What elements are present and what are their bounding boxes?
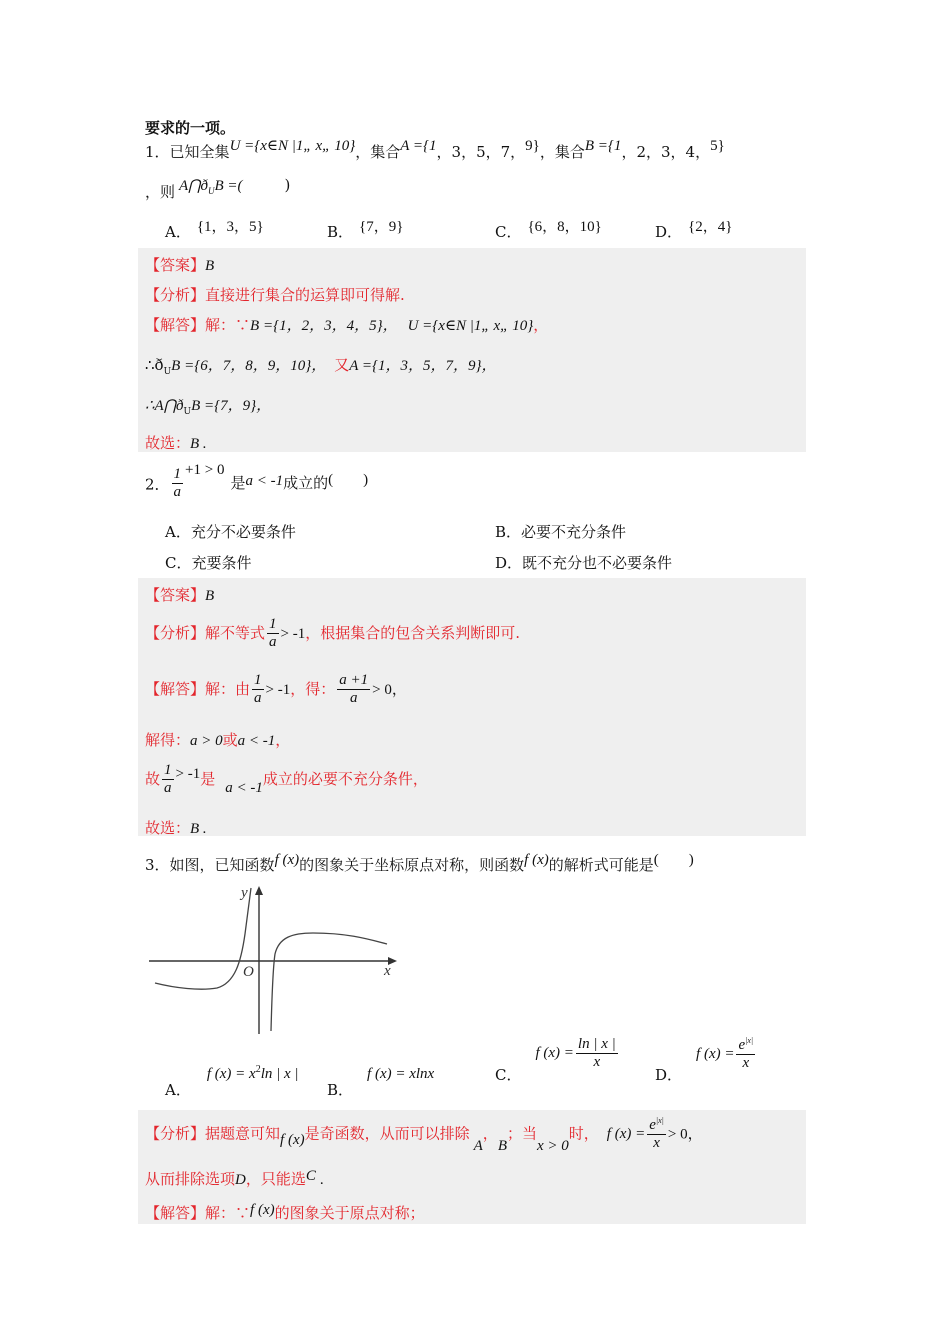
option-label: D． xyxy=(655,223,683,241)
answer-tag: 【答案】 xyxy=(145,586,206,604)
solution-math: B ={6，7，8，9，10}， xyxy=(171,358,327,374)
analysis-math: . xyxy=(319,1172,324,1188)
frac-den: a xyxy=(164,780,172,797)
analysis-math: f (x) = xyxy=(606,1126,646,1143)
q2-fraction xyxy=(172,466,184,502)
frac-num-sup: |x| xyxy=(745,1036,754,1045)
origin-label: O xyxy=(243,964,254,980)
q2-option-c[interactable] xyxy=(165,552,252,573)
q1-expr-sub: U xyxy=(207,186,215,196)
q1-set-a: A ={1 xyxy=(400,138,437,154)
frac xyxy=(736,1036,755,1073)
analysis-math: x > 0 xyxy=(537,1138,569,1155)
option-label: D． xyxy=(655,1066,683,1085)
choose-value: B . xyxy=(190,436,207,452)
q1-choose xyxy=(145,432,207,453)
q2-option-a[interactable] xyxy=(165,521,296,542)
q2-condition: a < -1 xyxy=(245,472,284,489)
q1-solution-line3 xyxy=(145,394,271,417)
q3-option-b[interactable] xyxy=(327,1062,435,1099)
q2-analysis xyxy=(145,616,520,652)
q2-stem xyxy=(145,461,369,502)
q1-set-a-end: 9} xyxy=(525,138,540,154)
option-label: C． xyxy=(495,1065,522,1084)
solution-text: 或 xyxy=(222,731,238,749)
solution-text: 又 xyxy=(334,356,350,374)
q3-analysis-line2 xyxy=(145,1168,324,1189)
analysis-text: ， xyxy=(482,1124,498,1143)
q3-fx: f (x) xyxy=(274,852,300,868)
solution-tag: 【解答】 xyxy=(145,1204,206,1222)
q3-function-graph xyxy=(145,882,415,1037)
frac xyxy=(162,762,174,798)
frac-num: 1 xyxy=(252,672,264,690)
frac-num: e xyxy=(738,1037,746,1053)
option-value: f (x) = xlnx xyxy=(367,1066,435,1082)
solution-text: ， xyxy=(275,731,291,749)
solution-math: > -1 xyxy=(175,765,201,782)
solution-math: a > 0 xyxy=(190,733,223,749)
solution-math: U ={x∈N |1„ x„ 10} xyxy=(407,318,534,334)
solution-math: A ={1，3，5，7，9}， xyxy=(349,358,497,374)
q3-fx: f (x) xyxy=(524,852,549,868)
analysis-text: 解不等式 xyxy=(205,623,266,642)
q1-answer xyxy=(145,254,214,275)
analysis-tag: 【分析】 xyxy=(145,1124,206,1143)
q1-set-b-end: 5} xyxy=(710,138,725,154)
q3-paren: ( ) xyxy=(653,852,694,868)
solution-math: > -1 xyxy=(265,681,291,698)
q1-text: 已知全集 xyxy=(169,143,230,161)
q3-text: 如图，已知函数 xyxy=(169,856,275,874)
q2-solution-line3 xyxy=(145,762,428,798)
solution-math: B ={1，2，3，4，5}， xyxy=(250,318,398,334)
analysis-math: B xyxy=(497,1138,507,1155)
analysis-text: 据题意可知 xyxy=(205,1124,281,1143)
curve-right-branch xyxy=(271,933,387,1031)
option-value: 充要条件 xyxy=(191,554,252,572)
x-axis-label: x xyxy=(384,963,391,979)
q1-set-b: B ={1 xyxy=(584,138,622,154)
q2-option-b[interactable] xyxy=(495,521,626,542)
frac-den: a xyxy=(173,484,182,501)
frac-den: x xyxy=(653,1135,660,1152)
option-value: {6，8，10} xyxy=(527,219,602,235)
option-value-rest: ln | x | xyxy=(260,1066,299,1082)
choose-text: 故选： xyxy=(145,819,191,837)
q1-number: 1． xyxy=(145,143,170,161)
q3-analysis-line1 xyxy=(145,1116,703,1153)
q2-option-d[interactable] xyxy=(495,552,672,573)
q2-choose xyxy=(145,817,207,838)
analysis-text: ，根据集合的包含关系判断即可. xyxy=(305,623,521,642)
y-axis-label: y xyxy=(241,885,248,901)
analysis-math: > -1 xyxy=(280,625,306,642)
curve-left-branch xyxy=(155,888,251,989)
solution-math: a < -1 xyxy=(237,733,276,749)
analysis-text: 是奇函数，从而可以排除 xyxy=(304,1124,470,1143)
option-value: {2，4} xyxy=(688,219,733,235)
q2-paren: ( ) xyxy=(328,471,369,488)
q1-option-b[interactable] xyxy=(327,221,403,242)
solution-text: 是 xyxy=(200,769,216,788)
solution-text: ， xyxy=(533,316,549,334)
q1-solution-line2 xyxy=(145,354,497,377)
frac-num: 1 xyxy=(162,762,174,780)
solution-text: 解得： xyxy=(145,731,191,749)
q3-option-a[interactable] xyxy=(165,1062,299,1099)
solution-math: ∴ð xyxy=(145,356,164,374)
option-sup: 2 xyxy=(255,1064,261,1075)
solution-text: 的图象关于原点对称； xyxy=(274,1204,425,1222)
choose-text: 故选： xyxy=(145,434,191,452)
solution-math: B ={7，9}， xyxy=(191,398,272,414)
frac-num: 1 xyxy=(172,466,184,484)
q1-text: ，集合 xyxy=(355,143,401,161)
q1-solution-box xyxy=(138,248,806,452)
q2-ineq-tail: +1 > 0 xyxy=(185,461,225,478)
q1-option-d[interactable] xyxy=(655,221,732,242)
analysis-text: ，只能选 xyxy=(245,1170,306,1188)
q3-option-d[interactable] xyxy=(655,1036,757,1085)
q1-paren-close: ) xyxy=(284,176,291,194)
solution-text: 解：由 xyxy=(205,679,251,698)
q1-solution-line1 xyxy=(145,314,548,335)
option-value: f (x) = xyxy=(696,1045,735,1062)
solution-text: 解：∵ xyxy=(205,1204,251,1222)
analysis-text: 从而排除选项 xyxy=(145,1170,236,1188)
q2-text: 是 xyxy=(230,473,246,492)
q1-stem-line2 xyxy=(145,176,291,203)
q3-text: 的解析式可能是 xyxy=(548,856,654,874)
frac-num: e xyxy=(649,1117,656,1133)
option-label: C． xyxy=(495,223,522,241)
frac xyxy=(576,1036,618,1072)
frac xyxy=(267,616,279,652)
q1-analysis xyxy=(145,284,405,305)
q1-option-a[interactable] xyxy=(165,221,264,242)
answer-tag: 【答案】 xyxy=(145,256,206,274)
option-value: f (x) = x xyxy=(206,1066,256,1082)
analysis-text: 时， xyxy=(568,1124,599,1143)
choose-value: B . xyxy=(190,821,207,837)
frac-den: a xyxy=(349,690,358,707)
option-value: {7，9} xyxy=(359,219,404,235)
q2-solution-line1 xyxy=(145,672,407,708)
solution-math: f (x) xyxy=(250,1202,275,1218)
solution-text: ，得： xyxy=(290,679,336,698)
option-label: D． xyxy=(495,554,523,572)
option-label: A． xyxy=(165,1081,191,1099)
frac-num: ln | x | xyxy=(576,1036,618,1054)
option-value: 必要不充分条件 xyxy=(521,523,627,541)
q3-option-c[interactable] xyxy=(495,1036,620,1084)
option-label: B． xyxy=(495,523,522,541)
option-value: 既不充分也不必要条件 xyxy=(522,554,673,572)
q1-option-c[interactable] xyxy=(495,221,602,242)
solution-tag: 【解答】 xyxy=(145,679,206,698)
analysis-math: C xyxy=(305,1168,316,1184)
solution-text: 故 xyxy=(145,769,161,788)
solution-text: 成立的必要不充分条件， xyxy=(262,769,428,788)
analysis-tag: 【分析】 xyxy=(145,286,206,304)
q1-text: ，集合 xyxy=(539,143,585,161)
q2-text: 成立的 xyxy=(283,473,329,492)
frac-den: x xyxy=(593,1054,601,1071)
q1-expr: A⋂ð xyxy=(179,178,208,194)
q2-number: 2． xyxy=(145,475,170,494)
q2-answer xyxy=(145,584,214,605)
option-label: C． xyxy=(165,554,192,572)
q1-stem xyxy=(145,138,725,162)
frac-num: a +1 xyxy=(337,672,370,690)
q3-solution-line1 xyxy=(145,1202,425,1223)
q2-solution-line2 xyxy=(145,729,290,750)
frac xyxy=(252,672,264,708)
solution-text: 解：∵ xyxy=(205,316,251,334)
analysis-math: f (x) xyxy=(280,1132,305,1149)
q1-expr-end: B =( xyxy=(214,178,243,194)
q3-stem xyxy=(145,854,694,875)
answer-value: B xyxy=(205,588,215,604)
analysis-math: A xyxy=(473,1138,483,1155)
q3-text: 的图象关于坐标原点对称，则函数 xyxy=(299,856,525,874)
frac-num: 1 xyxy=(267,616,279,634)
analysis-tag: 【分析】 xyxy=(145,623,206,642)
option-label: A． xyxy=(165,223,191,241)
q3-number: 3． xyxy=(145,856,170,874)
frac-num-sup: |x| xyxy=(655,1116,664,1125)
analysis-math: D xyxy=(235,1172,246,1188)
frac xyxy=(337,672,370,708)
analysis-text: 直接进行集合的运算即可得解. xyxy=(205,286,405,304)
q1-text: ，则 xyxy=(145,183,176,201)
option-value: {1，3，5} xyxy=(196,219,264,235)
analysis-math: > 0， xyxy=(667,1126,703,1143)
q1-universal-set: U ={x∈N |1„ x„ 10} xyxy=(229,138,356,154)
frac-den: a xyxy=(269,634,277,651)
q1-text: ，2，3，4， xyxy=(621,143,711,161)
option-label: A． xyxy=(165,523,191,541)
frac-den: a xyxy=(254,690,262,707)
solution-sub: U xyxy=(163,367,172,377)
solution-sub: U xyxy=(183,407,192,417)
solution-math: a < -1 xyxy=(225,779,263,796)
q1-expression xyxy=(179,178,243,194)
y-axis-arrow xyxy=(255,886,263,895)
option-value: f (x) = xyxy=(535,1045,574,1062)
solution-tag: 【解答】 xyxy=(145,316,206,334)
frac xyxy=(647,1116,666,1153)
intro-text: 要求的一项。 xyxy=(145,119,236,137)
option-label: B． xyxy=(327,1081,354,1099)
analysis-text: ；当 xyxy=(506,1124,537,1143)
solution-math: > 0， xyxy=(372,681,407,698)
option-label: B． xyxy=(327,223,354,241)
q1-text: ，3，5，7， xyxy=(436,143,526,161)
answer-value: B xyxy=(205,258,215,274)
frac-den: x xyxy=(742,1055,750,1072)
solution-math: ∴A⋂ð xyxy=(145,398,184,414)
option-value: 充分不必要条件 xyxy=(190,523,296,541)
